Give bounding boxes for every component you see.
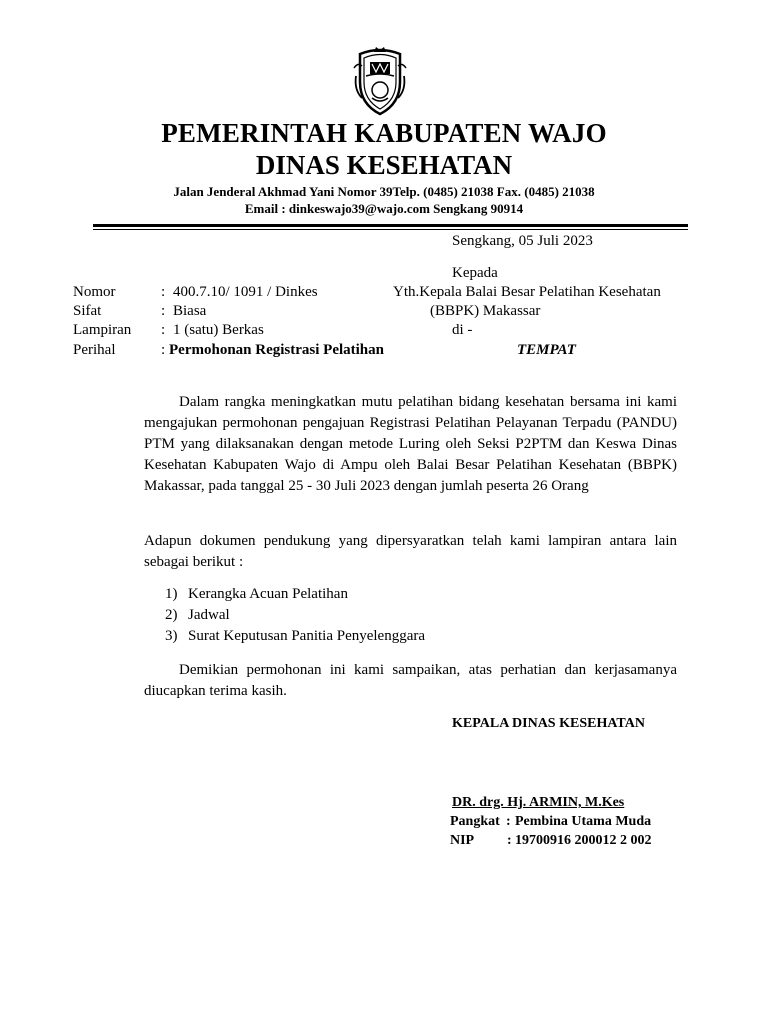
signature-rank-label: Pangkat [450, 814, 500, 829]
list-item [165, 584, 425, 605]
list-item-text: Kerangka Acuan Pelatihan [188, 586, 348, 602]
meta-label-sifat: Sifat [73, 303, 102, 319]
meta-value-perihal: Permohonan Registrasi Pelatihan [169, 342, 384, 358]
attachment-list [165, 584, 425, 647]
list-item [165, 605, 425, 626]
meta-value-lampiran: 1 (satu) Berkas [173, 322, 264, 338]
recipient-line2: (BBPK) Makassar [430, 303, 541, 319]
recipient-line1: Yth.Kepala Balai Besar Pelatihan Kesehatan [393, 284, 661, 300]
list-item-text: Jadwal [188, 607, 230, 623]
body-paragraph-2: Adapun dokumen pendukung yang dipersyaratkan telah kami lampiran antara lain sebagai berikut : [144, 533, 677, 570]
signature-nip-label: NIP [450, 833, 475, 848]
list-item-number: 3) [165, 628, 178, 644]
regency-emblem-icon [352, 46, 408, 118]
meta-sep-nomor: : [161, 284, 166, 300]
meta-label-nomor: Nomor [73, 284, 116, 300]
meta-label-lampiran: Lampiran [73, 322, 132, 338]
list-item-number: 1) [165, 586, 178, 602]
signature-rank-sep: : [506, 814, 511, 829]
meta-sep-sifat: : [161, 303, 166, 319]
meta-value-nomor: 400.7.10/ 1091 / Dinkes [173, 284, 318, 300]
meta-sep-lampiran: : [161, 322, 166, 338]
letterhead-divider-thin [93, 229, 688, 230]
list-item-number: 2) [165, 607, 178, 623]
letterhead-title-department: DINAS KESEHATAN [255, 150, 513, 180]
signature-name: DR. drg. Hj. ARMIN, M.Kes [452, 795, 625, 810]
recipient-tempat: TEMPAT [517, 342, 576, 358]
letterhead-email: Email : dinkeswajo39@wajo.com Sengkang 90914 [244, 201, 524, 216]
date-place: Sengkang, 05 Juli 2023 [452, 233, 593, 249]
signature-nip-sep: : [507, 833, 512, 848]
list-item [165, 626, 425, 647]
body-paragraph-closing: Demikian permohonan ini kami sampaikan, atas perhatian dan kerjasamanya diucapkan terima kasih. [144, 662, 677, 699]
letterhead-divider-thick [93, 224, 688, 227]
meta-value-sifat: Biasa [173, 303, 207, 319]
recipient-kepada: Kepada [452, 265, 498, 281]
list-item-text: Surat Keputusan Panitia Penyelenggara [188, 628, 426, 644]
signature-rank-value: Pembina Utama Muda [515, 814, 652, 829]
meta-label-perihal: Perihal [73, 342, 116, 358]
meta-sep-perihal: : [161, 342, 166, 358]
body-paragraph-1: Dalam rangka meningkatkan mutu pelatihan bidang kesehatan bersama ini kami mengajukan permohonan pengajuan Registrasi Pelatihan Pelayanan Terpadu (PANDU) PTM yang dilaksanakan dengan metode Luring oleh Seksi P2PTM dan Keswa Dinas Kesehatan Kabupaten Wajo di Ampu oleh Balai Besar Pelatihan Kesehatan (BBPK) Makassar, pada tanggal 25 - 30 Juli 2023 dengan jumlah peserta 26 Orang [144, 394, 677, 494]
signature-position: KEPALA DINAS KESEHATAN [452, 716, 645, 731]
letterhead-title-government: PEMERINTAH KABUPATEN WAJO [161, 118, 607, 148]
recipient-di: di - [452, 322, 473, 338]
signature-nip-value: 19700916 200012 2 002 [515, 833, 652, 848]
letterhead-address: Jalan Jenderal Akhmad Yani Nomor 39Telp. (0485) 21038 Fax. (0485) 21038 [173, 184, 595, 199]
